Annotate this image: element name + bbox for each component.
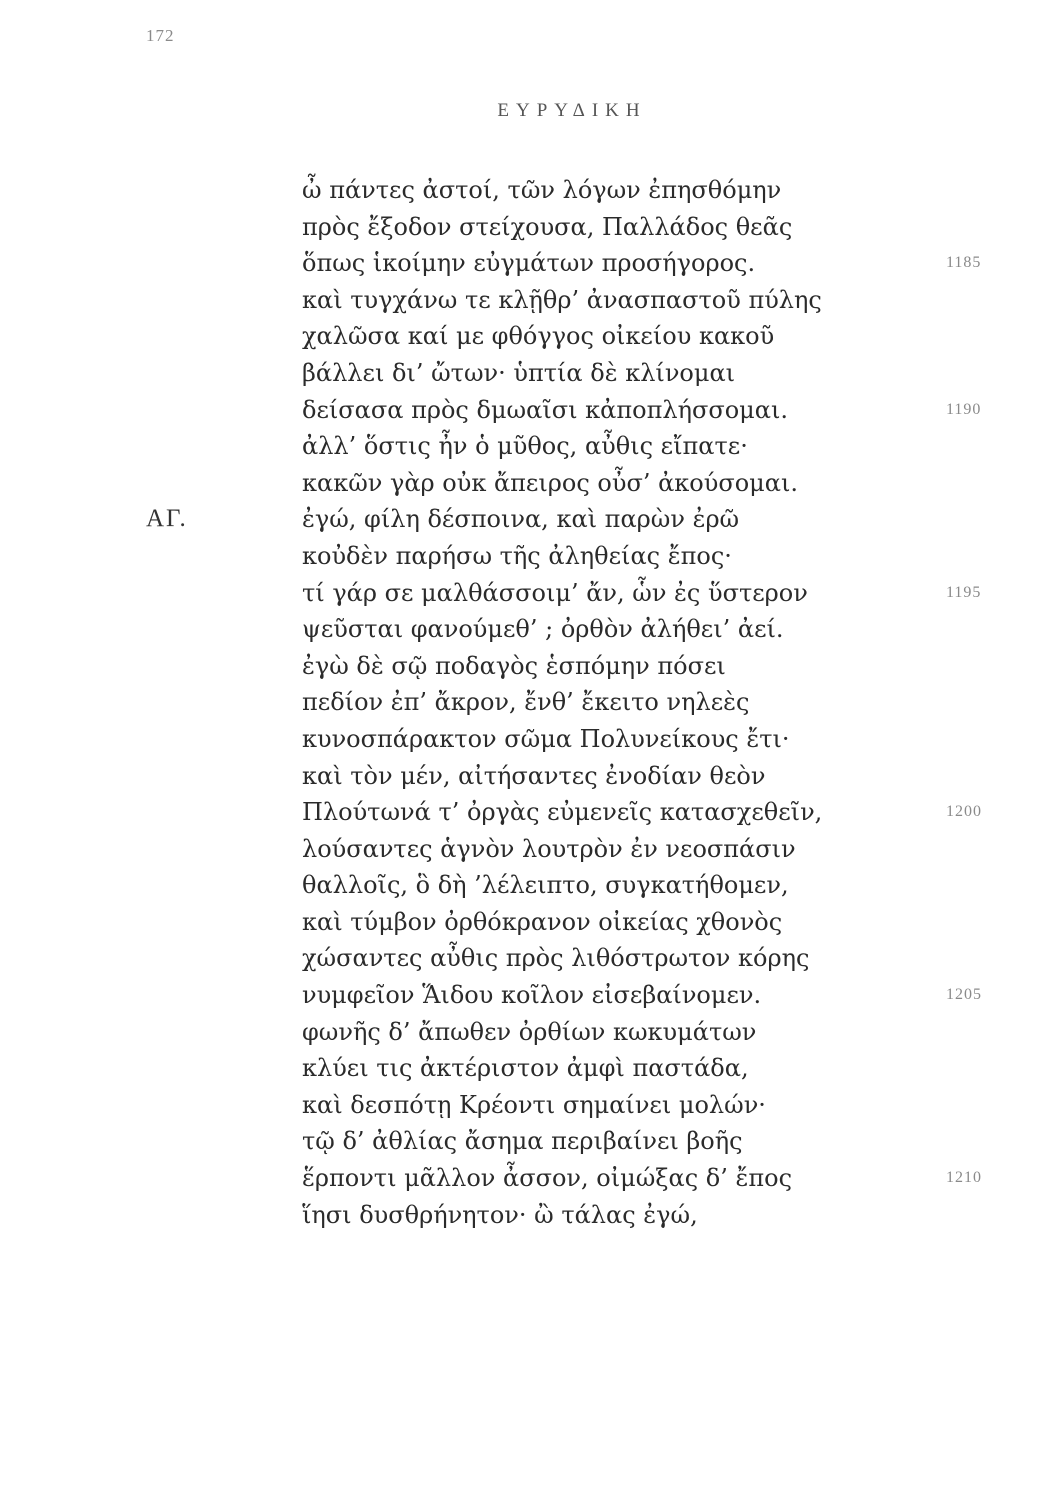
verse-line-text: κακῶν γὰρ οὐκ ἄπειρος οὖσ’ ἀκούσομαι. xyxy=(302,468,799,497)
verse-line xyxy=(0,1014,1046,1051)
verse-line xyxy=(0,282,1046,319)
verse-line xyxy=(0,318,1046,355)
verse-line-text: κλύει τις ἀκτέριστον ἀμφὶ παστάδα, xyxy=(302,1054,749,1083)
verse-line-text: χαλῶσα καί με φθόγγος οἰκείου κακοῦ xyxy=(302,322,775,351)
verse-line-text: ἀλλ’ ὅστις ἦν ὁ μῦθος, αὖθις εἴπατε· xyxy=(302,432,748,461)
speaker-label: ΑΓ. xyxy=(146,505,188,533)
line-number: 1210 xyxy=(946,1169,982,1187)
line-number: 1200 xyxy=(946,803,982,821)
verse-line-text: ἐγώ, φίλη δέσποινα, καὶ παρὼν ἐρῶ xyxy=(302,505,740,534)
verse-line xyxy=(0,538,1046,575)
verse-line-text: θαλλοῖς, ὃ δὴ ’λέλειπτο, συγκατήθομεν, xyxy=(302,871,789,900)
verse-line xyxy=(0,611,1046,648)
line-number: 1190 xyxy=(946,400,982,418)
verse-line xyxy=(0,867,1046,904)
verse-line-text: φωνῆς δ’ ἄπωθεν ὀρθίων κωκυμάτων xyxy=(302,1017,757,1046)
page-number: 172 xyxy=(146,26,175,45)
verse-line xyxy=(0,245,1046,282)
verse-line-text: καὶ τύμβον ὀρθόκρανον οἰκείας χθονὸς xyxy=(302,907,783,936)
verse-line xyxy=(0,648,1046,685)
verse-line-text: λούσαντες ἁγνὸν λουτρὸν ἐν νεοσπάσιν xyxy=(302,834,796,863)
verse-line-text: καὶ τυγχάνω τε κλῇθρ’ ἀνασπαστοῦ πύλης xyxy=(302,285,822,314)
line-number: 1185 xyxy=(946,254,982,272)
verse-line-text: πρὸς ἔξοδον στείχουσα, Παλλάδος θεᾶς xyxy=(302,212,793,241)
verse-line xyxy=(0,940,1046,977)
verse-line-text: καὶ τὸν μέν, αἰτήσαντες ἐνοδίαν θεὸν xyxy=(302,761,766,790)
verse-line xyxy=(0,1050,1046,1087)
verse-line xyxy=(0,1160,1046,1197)
verse-line-text: ἐγὼ δὲ σῷ ποδαγὸς ἑσπόμην πόσει xyxy=(302,651,726,680)
verse-line-text: Πλούτωνά τ’ ὀργὰς εὐμενεῖς κατασχεθεῖν, xyxy=(302,798,823,827)
verse-line-text: ὅπως ἱκοίμην εὐγμάτων προσήγορος. xyxy=(302,249,756,278)
verse-line xyxy=(0,721,1046,758)
verse-line xyxy=(0,465,1046,502)
running-head: ΕΥΡΥΔΙΚΗ xyxy=(497,100,647,121)
verse-line-text: ἕρποντι μᾶλλον ἆσσον, οἰμώξας δ’ ἔπος xyxy=(302,1164,793,1193)
line-number: 1205 xyxy=(946,986,982,1004)
verse-line-text: τί γάρ σε μαλθάσσοιμ’ ἄν, ὧν ἐς ὕστερον xyxy=(302,578,808,607)
verse-line-text: καὶ δεσπότῃ Κρέοντι σημαίνει μολών· xyxy=(302,1090,766,1119)
verse-line-text: νυμφεῖον Ἅιδου κοῖλον εἰσεβαίνομεν. xyxy=(302,981,762,1010)
verse-line xyxy=(0,794,1046,831)
verse-line-text: ἵησι δυσθρήνητον· ὢ τάλας ἐγώ, xyxy=(302,1200,698,1229)
verse-line xyxy=(0,831,1046,868)
verse-line xyxy=(0,355,1046,392)
verse-line xyxy=(0,501,1046,538)
verse-line-text: βάλλει δι’ ὤτων· ὑπτία δὲ κλίνομαι xyxy=(302,358,736,387)
verse-block xyxy=(0,172,1046,1233)
verse-line-text: τῷ δ’ ἀθλίας ἄσημα περιβαίνει βοῆς xyxy=(302,1127,743,1156)
verse-line xyxy=(0,977,1046,1014)
verse-line xyxy=(0,684,1046,721)
verse-line-text: πεδίον ἐπ’ ἄκρον, ἔνθ’ ἔκειτο νηλεὲς xyxy=(302,688,750,717)
verse-line xyxy=(0,904,1046,941)
verse-line-text: ψεῦσται φανούμεθ’ ; ὀρθὸν ἀλήθει’ ἀεί. xyxy=(302,615,784,644)
verse-line xyxy=(0,428,1046,465)
verse-line xyxy=(0,1087,1046,1124)
verse-line xyxy=(0,1123,1046,1160)
verse-line xyxy=(0,392,1046,429)
line-number: 1195 xyxy=(946,583,982,601)
verse-line-text: χώσαντες αὖθις πρὸς λιθόστρωτον κόρης xyxy=(302,944,810,973)
verse-line xyxy=(0,758,1046,795)
verse-line xyxy=(0,575,1046,612)
verse-line-text: κυνοσπάρακτον σῶμα Πολυνείκους ἔτι· xyxy=(302,724,790,753)
verse-line xyxy=(0,209,1046,246)
verse-line-text: δείσασα πρὸς δμωαῖσι κἀποπλήσσομαι. xyxy=(302,395,789,424)
verse-line xyxy=(0,172,1046,209)
verse-line xyxy=(0,1197,1046,1234)
verse-line-text: κοὐδὲν παρήσω τῆς ἀληθείας ἔπος· xyxy=(302,541,732,570)
verse-line-text: ὦ πάντες ἀστοί, τῶν λόγων ἐπησθόμην xyxy=(302,176,782,204)
